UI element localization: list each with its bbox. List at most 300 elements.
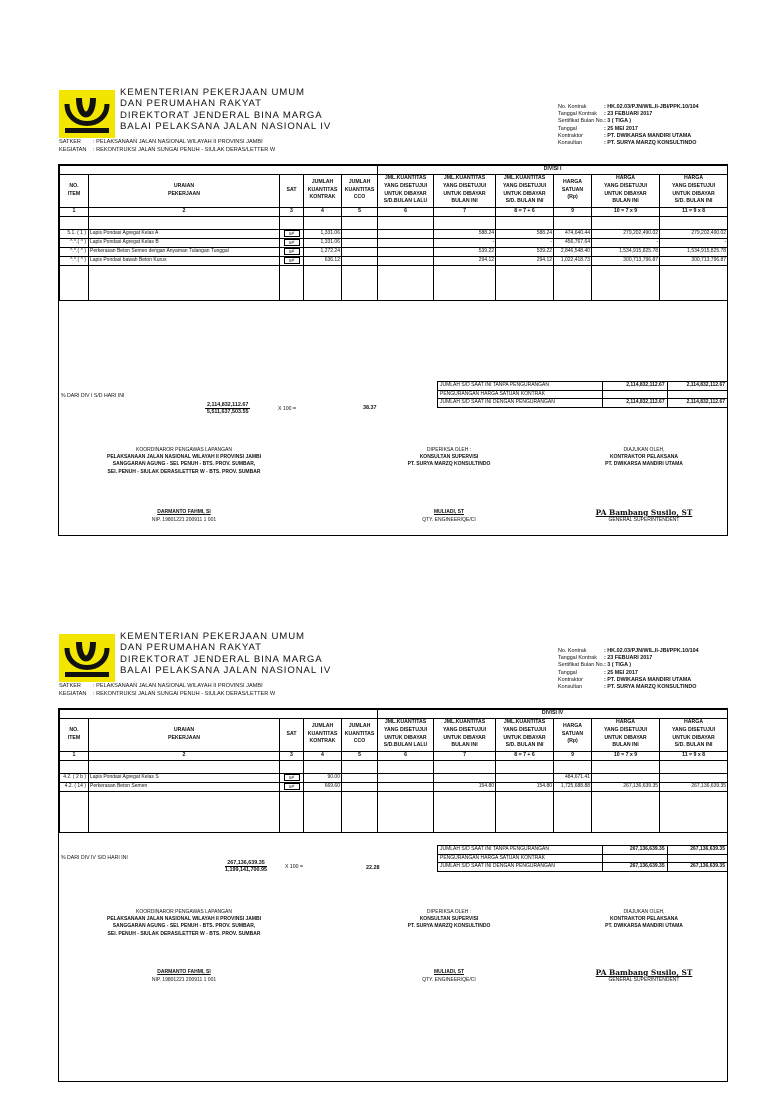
summary-row xyxy=(437,854,727,863)
meta-value: : 25 MEI 2017 xyxy=(604,125,638,132)
qty-sd: - xyxy=(496,238,554,247)
summary-value-ini xyxy=(603,855,667,863)
signature-org: PT. DWIKARSA MANDIRI UTAMA xyxy=(605,923,683,930)
col-uraian: URAIAN PEKERJAAN xyxy=(89,174,280,207)
meta-value: : 23 FEBUARI 2017 xyxy=(604,655,653,662)
summary-value-ini: 2,114,832,112.67 xyxy=(603,382,667,390)
ministry-line: BALAI PELAKSANA JALAN NASIONAL IV xyxy=(120,665,332,677)
ministry-line: KEMENTERIAN PEKERJAAN UMUM xyxy=(120,631,305,642)
qty-lalu xyxy=(378,256,434,265)
signature-title: DIAJUKAN OLEH, xyxy=(623,447,665,453)
percent-label: % DARI DIV I S/D HARI INI xyxy=(61,393,125,399)
item-unit xyxy=(280,782,304,791)
spacer-cell xyxy=(592,265,660,300)
meta-value: : PT. SURYA MARZQ KONSULTINDO xyxy=(604,683,697,690)
satker-label: SATKER xyxy=(59,139,81,145)
qty-sd: 294.12 xyxy=(496,256,554,265)
column-number: 1 xyxy=(60,751,89,760)
signatory-name: PA Bambang Susilo, ST xyxy=(595,968,693,977)
column-number: 11 = 9 x 8 xyxy=(660,207,728,216)
signature-org: PELAKSANAAN JALAN NASIONAL WILAYAH II PROVINSI JAMBI xyxy=(107,454,261,461)
qty-kontrak: 1,331.06 xyxy=(304,238,342,247)
column-number: 4 xyxy=(304,751,342,760)
spacer-cell xyxy=(554,265,592,300)
price-sd: 300,713,796.87 xyxy=(660,256,728,265)
meta-value: : 25 MEI 2017 xyxy=(604,669,638,676)
spacer-cell xyxy=(280,265,304,300)
signature-middle xyxy=(359,447,539,523)
col-harga-sd: HARGA YANG DISETUJUI UNTUK DIBAYAR S/D. BULAN INI xyxy=(660,174,728,207)
signatory-name: PA Bambang Susilo, ST xyxy=(595,508,693,517)
item-desc: Perkerasan Beton Semen dengan Anyaman Tulangan Tunggal xyxy=(89,247,280,256)
summary-label: JUMLAH S/D SAAT INI TANPA PENGURANGAN xyxy=(437,382,603,390)
spacer-row xyxy=(60,265,728,300)
summary-value-sd: 2,114,832,112.67 xyxy=(686,382,725,388)
item-code: ^.^.( ^ ) xyxy=(60,238,89,247)
summary-label: JUMLAH S/D SAAT INI TANPA PENGURANGAN xyxy=(437,846,603,854)
signature-org: SEI. PENUH - SIULAK DERAS/LETTER W - BTS. PROV. SUMBAR xyxy=(107,468,261,475)
column-number: 11 = 9 x 8 xyxy=(660,751,728,760)
col-no-item: NO. ITEM xyxy=(60,174,89,207)
percent-value: 38.37 xyxy=(363,405,377,411)
meta-value: : HK.02.03/PJN/WIL.II-JBI/PPK.10/104 xyxy=(604,104,699,110)
col-kuantitas-lalu: JML.KUANTITAS YANG DISETUJUI UNTUK DIBAYAR S/D.BULAN LALU xyxy=(378,718,434,751)
meta-value: : PT. SURYA MARZQ KONSULTINDO xyxy=(604,139,697,146)
summary-label: PENGURANGAN HARGA SATUAN KONTRAK xyxy=(437,855,603,863)
divisi-row xyxy=(60,710,728,719)
spacer-cell xyxy=(660,791,728,832)
col-harga-sd: HARGA YANG DISETUJUI UNTUK DIBAYAR S/D. BULAN INI xyxy=(660,718,728,751)
signature-org: PT. SURYA MARZQ KONSULTINDO xyxy=(407,923,491,930)
item-code: ^.^.( ^ ) xyxy=(60,256,89,265)
unit-price: 484,671.41 xyxy=(554,773,592,782)
col-harga-ini: HARGA YANG DISETUJUI UNTUK DIBAYAR BULAN INI xyxy=(592,718,660,751)
item-row xyxy=(60,773,728,782)
ministry-heading xyxy=(120,631,331,677)
blank-header xyxy=(60,166,378,175)
column-number: 3 xyxy=(280,207,304,216)
summary-value-sd xyxy=(668,391,727,399)
item-unit xyxy=(280,773,304,782)
spacer-cell xyxy=(60,760,89,773)
unit-price: 474,640.44 xyxy=(554,229,592,238)
qty-lalu xyxy=(378,238,434,247)
summary-value-ini: 267,136,639.35 xyxy=(603,863,667,871)
spacer-cell xyxy=(592,791,660,832)
price-sd: 279,202,490.02 xyxy=(660,229,728,238)
spacer-cell xyxy=(304,791,342,832)
meta-label: No. Kontrak xyxy=(558,104,587,110)
column-number: 5 xyxy=(342,207,378,216)
spacer-row xyxy=(60,216,728,229)
ministry-heading xyxy=(120,87,331,133)
fraction-denominator: 5,511,637,503.55 xyxy=(206,409,249,415)
meta-label: Konsultan xyxy=(558,683,582,690)
item-unit xyxy=(280,229,304,238)
qty-lalu xyxy=(378,782,434,791)
spacer-cell xyxy=(304,265,342,300)
signatory-role: GENERAL SUPERINTENDENT xyxy=(608,977,680,983)
unit-box: M³ xyxy=(284,257,300,264)
col-no-item: NO. ITEM xyxy=(60,718,89,751)
spacer-cell xyxy=(378,760,434,773)
spacer-cell xyxy=(342,265,378,300)
signature-left xyxy=(69,909,299,983)
divisi-title: DIVISI IV xyxy=(378,710,728,719)
spacer-cell xyxy=(496,265,554,300)
column-number: 5 xyxy=(342,751,378,760)
meta-value: : PT. DWIKARSA MANDIRI UTAMA xyxy=(604,676,692,683)
spacer-cell xyxy=(554,216,592,229)
col-sat: SAT xyxy=(280,174,304,207)
signature-title: DIPERIKSA OLEH : xyxy=(426,909,472,915)
price-ini: - xyxy=(592,238,660,247)
item-code: 4.2. ( 2 b ) xyxy=(60,773,89,782)
signature-left xyxy=(69,447,299,523)
qty-kontrak: 1,331.06 xyxy=(304,229,342,238)
spacer-cell xyxy=(496,216,554,229)
unit-price: 456,767.64 xyxy=(554,238,592,247)
satker-block xyxy=(59,683,275,698)
meta-label: Sertifikat Bulan No. xyxy=(558,662,605,669)
pu-logo-icon xyxy=(59,634,115,682)
item-row xyxy=(60,256,728,265)
signatory-name: MULIADI, ST xyxy=(434,969,464,975)
unit-box: M³ xyxy=(284,774,300,781)
column-number: 8 = 7 + 6 xyxy=(496,207,554,216)
column-header-row xyxy=(60,174,728,207)
col-kuantitas-sd: JML.KUANTITAS YANG DISETUJUI UNTUK DIBAYAR S/D. BULAN INI xyxy=(496,718,554,751)
spacer-cell xyxy=(304,216,342,229)
summary-block xyxy=(437,845,727,872)
column-number-row xyxy=(60,207,728,216)
qty-ini: 294.12 xyxy=(434,256,496,265)
price-sd: - xyxy=(660,238,728,247)
ministry-line: BALAI PELAKSANA JALAN NASIONAL IV xyxy=(120,121,332,133)
item-desc: Lapis Pondasi Agregat Kelas B xyxy=(89,238,280,247)
unit-box: M³ xyxy=(284,248,300,255)
spacer-cell xyxy=(280,791,304,832)
price-sd xyxy=(660,773,728,782)
kegiatan-value: : REKONTRUKSI JALAN SUNGAI PENUH - SIULAK DERAS/LETTER W xyxy=(93,690,276,697)
quantity-table xyxy=(59,709,728,833)
spacer-cell xyxy=(60,216,89,229)
spacer-cell xyxy=(378,265,434,300)
summary-row xyxy=(437,398,727,408)
col-kontrak: JUMLAH KUANTITAS KONTRAK xyxy=(304,718,342,751)
meta-value: : 3 ( TIGA ) xyxy=(604,118,632,125)
column-number: 10 = 7 x 9 xyxy=(592,207,660,216)
spacer-cell xyxy=(378,791,434,832)
col-kuantitas-ini: JML.KUANTITAS YANG DISETUJUI UNTUK DIBAYAR BULAN INI xyxy=(434,718,496,751)
signature-org: SANGGARAN AGUNG - SEI. PENUH - BTS. PROV. SUMBAR, xyxy=(112,923,256,930)
qty-cco xyxy=(342,773,378,782)
unit-box: M³ xyxy=(284,230,300,237)
meta-label: Sertifikat Bulan No. xyxy=(558,118,605,125)
qty-ini: 539.22 xyxy=(434,247,496,256)
spacer-cell xyxy=(434,265,496,300)
qty-kontrak: 90.00 xyxy=(304,773,342,782)
spacer-cell xyxy=(89,791,280,832)
spacer-cell xyxy=(60,791,89,832)
fraction-numerator: 267,136,639.35 xyxy=(225,860,267,867)
item-row xyxy=(60,229,728,238)
spacer-cell xyxy=(434,216,496,229)
summary-value-sd: 267,136,639.35 xyxy=(690,863,725,870)
summary-label: JUMLAH S/D SAAT INI DENGAN PENGURANGAN xyxy=(437,863,603,871)
ministry-line: KEMENTERIAN PEKERJAAN UMUM xyxy=(120,87,305,98)
meta-value: : PT. DWIKARSA MANDIRI UTAMA xyxy=(604,132,692,139)
item-desc: Lapis Pondasi bawah Beton Kurus xyxy=(89,256,280,265)
meta-label: Tanggal Kontrak xyxy=(558,111,597,118)
summary-label: JUMLAH S/D SAAT INI DENGAN PENGURANGAN xyxy=(437,399,603,407)
summary-label: PENGURANGAN HARGA SATUAN KONTRAK xyxy=(437,391,603,399)
signature-org: PT. DWIKARSA MANDIRI UTAMA xyxy=(605,461,683,468)
qty-cco xyxy=(342,238,378,247)
column-number: 8 = 7 + 6 xyxy=(496,751,554,760)
qty-ini: 588.24 xyxy=(434,229,496,238)
spacer-row xyxy=(60,760,728,773)
col-kuantitas-sd: JML.KUANTITAS YANG DISETUJUI UNTUK DIBAYAR S/D. BULAN INI xyxy=(496,174,554,207)
meta-label: No. Kontrak xyxy=(558,648,587,654)
meta-label: Kontraktor xyxy=(558,676,583,683)
fraction-denominator: 1,199,141,700.95 xyxy=(225,867,267,873)
column-number: 3 xyxy=(280,751,304,760)
column-number: 9 xyxy=(554,751,592,760)
signature-right xyxy=(569,447,719,523)
signatory-name: MULIADI, ST xyxy=(434,509,464,515)
unit-box: M³ xyxy=(284,783,300,790)
qty-ini xyxy=(434,773,496,782)
ministry-line: DIREKTORAT JENDERAL BINA MARGA xyxy=(120,109,323,121)
meta-label: Konsultan xyxy=(558,139,582,146)
meta-label: Tanggal Kontrak xyxy=(558,655,597,662)
qty-lalu xyxy=(378,247,434,256)
spacer-cell xyxy=(89,760,280,773)
item-row xyxy=(60,247,728,256)
divisi-title: DIVISI I xyxy=(378,166,728,175)
certificate-table-frame xyxy=(58,164,728,536)
signature-org: KONSULTAN SUPERVISI xyxy=(419,916,479,923)
spacer-cell xyxy=(89,216,280,229)
spacer-cell xyxy=(280,216,304,229)
spacer-cell xyxy=(60,265,89,300)
kegiatan-label: KEGIATAN xyxy=(59,146,87,153)
certificate-table-frame xyxy=(58,708,728,1082)
column-number: 6 xyxy=(378,207,434,216)
unit-price: 2,846,548.40 xyxy=(554,247,592,256)
item-code: 5.1. ( 1 ) xyxy=(60,229,89,238)
item-row xyxy=(60,238,728,247)
ministry-line: DAN PERUMAHAN RAKYAT xyxy=(120,642,262,654)
signature-title: DIAJUKAN OLEH, xyxy=(623,909,665,915)
price-ini: 1,534,915,825.78 xyxy=(592,247,660,256)
signature-title: DIPERIKSA OLEH : xyxy=(426,447,472,453)
meta-value: : HK.02.03/PJN/WIL.II-JBI/PPK.10/104 xyxy=(604,648,699,654)
item-unit xyxy=(280,238,304,247)
summary-value-sd xyxy=(668,855,727,863)
summary-value-ini: 267,136,639.35 xyxy=(603,846,667,854)
col-cco: JUMLAH KUANTITAS CCO xyxy=(342,718,378,751)
col-kontrak: JUMLAH KUANTITAS KONTRAK xyxy=(304,174,342,207)
signature-org: KONTRAKTOR PELAKSANA xyxy=(610,454,678,461)
spacer-cell xyxy=(660,760,728,773)
spacer-row xyxy=(60,791,728,832)
signature-title: KOORDINAROR PENGAWAS LAPANGAN xyxy=(136,909,232,915)
meta-value: : 23 FEBUARI 2017 xyxy=(604,111,653,118)
signature-org: SEI. PENUH - SIULAK DERAS/LETTER W - BTS. PROV. SUMBAR xyxy=(107,930,261,937)
satker-block xyxy=(59,139,275,154)
signature-title: KOORDINAROR PENGAWAS LAPANGAN xyxy=(136,447,232,453)
spacer-cell xyxy=(554,760,592,773)
qty-sd: 588.24 xyxy=(496,229,554,238)
column-number: 7 xyxy=(434,207,496,216)
qty-cco xyxy=(342,229,378,238)
item-desc: Lapis Pondasi Agregat Kelas A xyxy=(89,229,280,238)
qty-lalu xyxy=(378,773,434,782)
item-desc: Lapis Pondasi Agregat Kelas S xyxy=(89,773,280,782)
column-number: 2 xyxy=(89,751,280,760)
qty-sd: 154.80 xyxy=(496,782,554,791)
fraction-numerator: 2,114,832,112.67 xyxy=(207,402,249,408)
signature-right xyxy=(569,909,719,983)
item-unit xyxy=(280,247,304,256)
qty-cco xyxy=(342,782,378,791)
summary-value-ini xyxy=(603,391,667,399)
spacer-cell xyxy=(660,216,728,229)
kegiatan-label: KEGIATAN xyxy=(59,690,87,697)
col-kuantitas-ini: JML.KUANTITAS YANG DISETUJUI UNTUK DIBAYAR BULAN INI xyxy=(434,174,496,207)
item-row xyxy=(60,782,728,791)
percent-value: 22.28 xyxy=(366,865,380,871)
col-kuantitas-lalu: JML.KUANTITAS YANG DISETUJUI UNTUK DIBAYAR S/D.BULAN LALU xyxy=(378,174,434,207)
item-unit xyxy=(280,256,304,265)
contract-meta xyxy=(558,104,699,147)
column-number: 4 xyxy=(304,207,342,216)
signature-org: KONSULTAN SUPERVISI xyxy=(419,454,479,461)
qty-sd xyxy=(496,773,554,782)
signature-org: KONTRAKTOR PELAKSANA xyxy=(610,916,678,923)
quantity-table xyxy=(59,165,728,301)
col-cco: JUMLAH KUANTITAS CCO xyxy=(342,174,378,207)
spacer-cell xyxy=(434,791,496,832)
item-desc: Perkerasan Beton Semen xyxy=(89,782,280,791)
spacer-cell xyxy=(304,760,342,773)
signatory-role: NIP. 19801221 200911 1 001 xyxy=(151,517,217,523)
spacer-cell xyxy=(280,760,304,773)
blank-header xyxy=(60,710,378,719)
spacer-cell xyxy=(342,216,378,229)
signature-middle xyxy=(359,909,539,983)
column-number: 9 xyxy=(554,207,592,216)
summary-row xyxy=(437,390,727,399)
summary-value-ini: 2,114,832,112.67 xyxy=(603,399,667,407)
col-sat: SAT xyxy=(280,718,304,751)
signatory-role: QTY. ENGINEER/QE/CI xyxy=(422,977,476,983)
spacer-cell xyxy=(342,791,378,832)
contract-meta xyxy=(558,648,699,691)
qty-kontrak: 669.60 xyxy=(304,782,342,791)
signature-org: PT. SURYA MARZQ KONSULTINDO xyxy=(407,461,491,468)
pu-logo-icon xyxy=(59,90,115,138)
spacer-cell xyxy=(496,760,554,773)
price-ini: 300,713,796.87 xyxy=(592,256,660,265)
qty-cco xyxy=(342,256,378,265)
signatory-role: GENERAL SUPERINTENDENT xyxy=(608,517,680,523)
times-hundred: X 100 = xyxy=(278,406,297,412)
kegiatan-value: : REKONTRUKSI JALAN SUNGAI PENUH - SIULAK DERAS/LETTER W xyxy=(93,146,276,153)
qty-ini: - xyxy=(434,238,496,247)
column-number: 1 xyxy=(60,207,89,216)
meta-label: Kontraktor xyxy=(558,132,583,139)
summary-value-sd: 267,136,639.35 xyxy=(690,846,725,852)
col-harga-satuan: HARGA SATUAN (Rp) xyxy=(554,718,592,751)
summary-block xyxy=(437,381,727,408)
signature-org: PELAKSANAAN JALAN NASIONAL WILAYAH II PROVINSI JAMBI xyxy=(107,916,261,923)
times-hundred: X 100 = xyxy=(285,864,304,870)
unit-box: M³ xyxy=(284,239,300,246)
column-number: 2 xyxy=(89,207,280,216)
qty-lalu xyxy=(378,229,434,238)
satker-value: : PELAKSANAAN JALAN NASIONAL WILAYAH II PROVINSI JAMBI xyxy=(93,683,263,689)
column-number: 7 xyxy=(434,751,496,760)
satker-label: SATKER xyxy=(59,683,81,689)
certificate-sheet-sheet2 xyxy=(0,626,768,1096)
percent-fraction xyxy=(225,860,267,873)
meta-value: : 3 ( TIGA ) xyxy=(604,662,632,669)
summary-value-sd: 2,114,832,112.67 xyxy=(686,399,725,406)
meta-label: Tanggal xyxy=(558,669,577,676)
divisi-row xyxy=(60,166,728,175)
column-number: 6 xyxy=(378,751,434,760)
certificate-sheet-sheet1 xyxy=(0,82,768,552)
spacer-cell xyxy=(89,265,280,300)
ministry-line: DIREKTORAT JENDERAL BINA MARGA xyxy=(120,653,323,665)
spacer-cell xyxy=(434,760,496,773)
spacer-cell xyxy=(496,791,554,832)
spacer-cell xyxy=(342,760,378,773)
qty-sd: 539.22 xyxy=(496,247,554,256)
column-number-row xyxy=(60,751,728,760)
column-header-row xyxy=(60,718,728,751)
summary-row xyxy=(437,845,727,854)
spacer-cell xyxy=(592,760,660,773)
satker-value: : PELAKSANAAN JALAN NASIONAL WILAYAH II PROVINSI JAMBI xyxy=(93,139,263,145)
percent-label: % DARI DIV IV S/D HARI INI xyxy=(61,855,128,861)
meta-label: Tanggal xyxy=(558,125,577,132)
summary-row xyxy=(437,862,727,872)
price-sd: 267,136,639.35 xyxy=(660,782,728,791)
item-code: 4.2. ( 14 ) xyxy=(60,782,89,791)
signatory-name: DARMANTO FAHMI, SI xyxy=(157,969,211,975)
item-code: ^.^.( ^ ) xyxy=(60,247,89,256)
signatory-role: NIP. 19801221 200911 1 001 xyxy=(151,977,217,983)
signature-org: SANGGARAN AGUNG - SEI. PENUH - BTS. PROV. SUMBAR, xyxy=(112,461,256,468)
price-ini: 279,202,490.02 xyxy=(592,229,660,238)
unit-price: 1,725,688.88 xyxy=(554,782,592,791)
col-uraian: URAIAN PEKERJAAN xyxy=(89,718,280,751)
price-ini xyxy=(592,773,660,782)
qty-cco xyxy=(342,247,378,256)
qty-kontrak: 1,272.24 xyxy=(304,247,342,256)
spacer-cell xyxy=(554,791,592,832)
spacer-cell xyxy=(378,216,434,229)
ministry-line: DAN PERUMAHAN RAKYAT xyxy=(120,98,262,110)
col-harga-ini: HARGA YANG DISETUJUI UNTUK DIBAYAR BULAN INI xyxy=(592,174,660,207)
col-harga-satuan: HARGA SATUAN (Rp) xyxy=(554,174,592,207)
column-number: 10 = 7 x 9 xyxy=(592,751,660,760)
spacer-cell xyxy=(592,216,660,229)
